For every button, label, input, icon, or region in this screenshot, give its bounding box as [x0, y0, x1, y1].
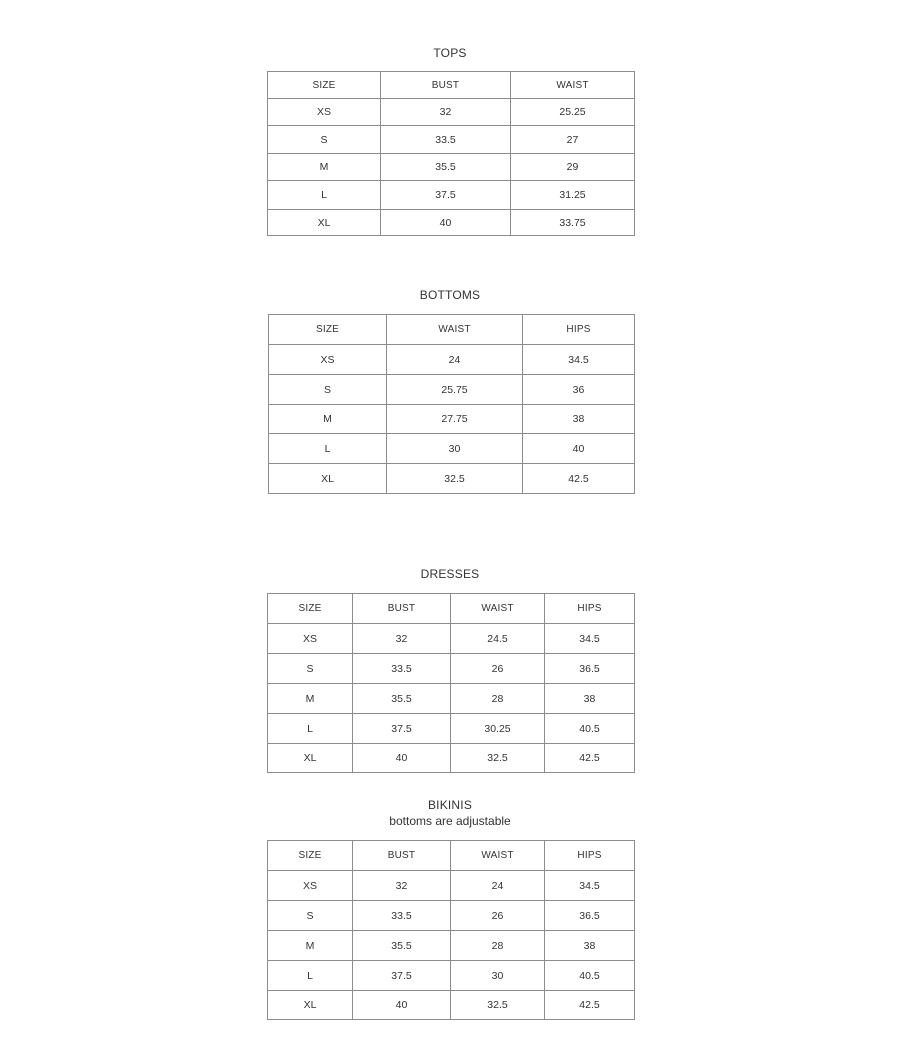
table-cell: M — [268, 684, 353, 714]
column-header: WAIST — [451, 841, 545, 871]
bikinis-subtitle: bottoms are adjustable — [389, 814, 511, 828]
column-header: SIZE — [269, 315, 387, 345]
column-header: WAIST — [511, 72, 635, 99]
dresses-size-table — [267, 593, 635, 773]
table-row — [268, 181, 635, 210]
table-cell: 38 — [545, 684, 635, 714]
table-row — [268, 931, 635, 961]
table-cell: 40 — [353, 744, 451, 773]
table-cell: 28 — [451, 931, 545, 961]
table-cell: 35.5 — [353, 931, 451, 961]
table-cell: 33.5 — [353, 654, 451, 684]
column-header: WAIST — [451, 594, 545, 624]
table-cell: 32.5 — [387, 464, 523, 494]
table-row — [269, 345, 635, 375]
table-row — [269, 464, 635, 494]
column-header: HIPS — [545, 841, 635, 871]
table-cell: M — [268, 154, 381, 181]
table-row — [269, 434, 635, 464]
column-header: BUST — [381, 72, 511, 99]
table-cell: 24 — [451, 871, 545, 901]
column-header: SIZE — [268, 72, 381, 99]
table-row — [268, 744, 635, 773]
table-cell: 36 — [523, 375, 635, 405]
table-cell: 40.5 — [545, 961, 635, 991]
table-cell: XL — [268, 210, 381, 236]
table-cell: 30 — [451, 961, 545, 991]
column-header: BUST — [353, 841, 451, 871]
table-cell: 33.5 — [353, 901, 451, 931]
table-cell: XS — [268, 871, 353, 901]
table-header-row — [268, 72, 635, 99]
table-row — [268, 991, 635, 1020]
table-cell: 34.5 — [523, 345, 635, 375]
table-cell: S — [268, 901, 353, 931]
table-cell: 32 — [381, 99, 511, 126]
table-cell: L — [268, 961, 353, 991]
table-cell: 42.5 — [545, 991, 635, 1020]
table-cell: 40 — [353, 991, 451, 1020]
column-header: HIPS — [523, 315, 635, 345]
column-header: BUST — [353, 594, 451, 624]
table-cell: M — [269, 405, 387, 434]
table-cell: 30 — [387, 434, 523, 464]
table-cell: 40 — [523, 434, 635, 464]
table-cell: 32.5 — [451, 991, 545, 1020]
table-cell: 26 — [451, 654, 545, 684]
column-header: WAIST — [387, 315, 523, 345]
table-row — [268, 654, 635, 684]
table-cell: L — [268, 181, 381, 210]
table-cell: 42.5 — [523, 464, 635, 494]
table-row — [268, 624, 635, 654]
tops-size-table — [267, 71, 635, 236]
column-header: HIPS — [545, 594, 635, 624]
table-cell: 38 — [545, 931, 635, 961]
table-header-row — [268, 594, 635, 624]
bikinis-size-table — [267, 840, 635, 1020]
table-cell: 42.5 — [545, 744, 635, 773]
table-cell: S — [268, 126, 381, 154]
table-cell: 29 — [511, 154, 635, 181]
table-row — [269, 405, 635, 434]
table-cell: 34.5 — [545, 624, 635, 654]
table-cell: XL — [269, 464, 387, 494]
table-row — [269, 375, 635, 405]
table-cell: 24.5 — [451, 624, 545, 654]
table-cell: 32.5 — [451, 744, 545, 773]
table-cell: L — [269, 434, 387, 464]
table-cell: 26 — [451, 901, 545, 931]
table-row — [268, 210, 635, 236]
table-cell: S — [269, 375, 387, 405]
column-header: SIZE — [268, 841, 353, 871]
table-cell: XL — [268, 991, 353, 1020]
table-cell: M — [268, 931, 353, 961]
table-cell: 35.5 — [381, 154, 511, 181]
bottoms-size-table — [268, 314, 635, 494]
table-cell: L — [268, 714, 353, 744]
table-cell: 32 — [353, 624, 451, 654]
table-cell: 37.5 — [381, 181, 511, 210]
table-cell: 31.25 — [511, 181, 635, 210]
table-cell: XL — [268, 744, 353, 773]
table-cell: 25.25 — [511, 99, 635, 126]
column-header: SIZE — [268, 594, 353, 624]
table-row — [268, 684, 635, 714]
table-cell: 35.5 — [353, 684, 451, 714]
table-cell: XS — [268, 624, 353, 654]
table-cell: 37.5 — [353, 961, 451, 991]
table-cell: XS — [269, 345, 387, 375]
table-cell: 34.5 — [545, 871, 635, 901]
table-row — [268, 871, 635, 901]
table-cell: 32 — [353, 871, 451, 901]
table-cell: 27.75 — [387, 405, 523, 434]
table-row — [268, 961, 635, 991]
table-cell: 40.5 — [545, 714, 635, 744]
table-row — [268, 154, 635, 181]
table-cell: 38 — [523, 405, 635, 434]
table-row — [268, 126, 635, 154]
table-cell: XS — [268, 99, 381, 126]
table-cell: 37.5 — [353, 714, 451, 744]
table-cell: 40 — [381, 210, 511, 236]
table-row — [268, 714, 635, 744]
table-cell: 27 — [511, 126, 635, 154]
table-cell: 36.5 — [545, 654, 635, 684]
bikinis-title: BIKINIS — [427, 798, 473, 812]
table-cell: 33.75 — [511, 210, 635, 236]
dresses-title: DRESSES — [420, 567, 480, 581]
table-cell: 24 — [387, 345, 523, 375]
bottoms-title: BOTTOMS — [419, 288, 481, 302]
table-header-row — [269, 315, 635, 345]
table-cell: 33.5 — [381, 126, 511, 154]
table-row — [268, 99, 635, 126]
table-cell: 36.5 — [545, 901, 635, 931]
table-cell: S — [268, 654, 353, 684]
table-cell: 30.25 — [451, 714, 545, 744]
table-row — [268, 901, 635, 931]
table-header-row — [268, 841, 635, 871]
table-cell: 28 — [451, 684, 545, 714]
tops-title: TOPS — [433, 46, 467, 60]
table-cell: 25.75 — [387, 375, 523, 405]
